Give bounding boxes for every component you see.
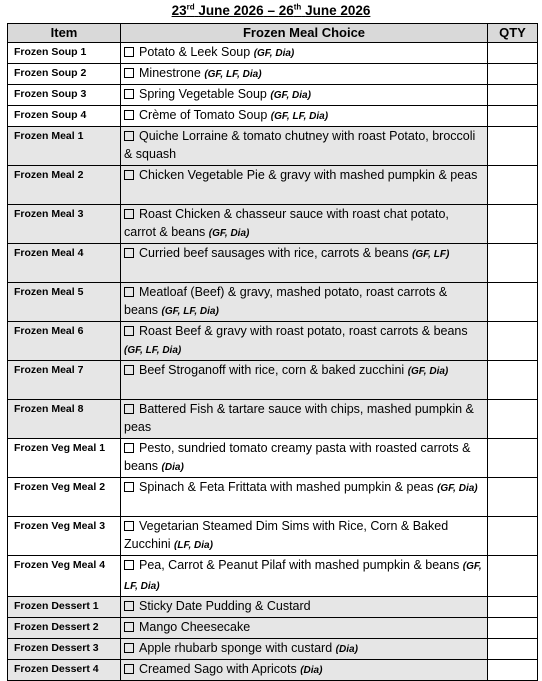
start-day-suffix: rd <box>186 2 195 12</box>
meal-cell <box>121 597 488 618</box>
qty-header: QTY <box>488 24 538 43</box>
end-day-suffix: th <box>293 2 302 12</box>
meal-name: Meatloaf (Beef) & gravy, mashed potato, roast carrots & beans <box>124 285 448 317</box>
item-label: Frozen Dessert 1 <box>8 597 121 618</box>
checkbox[interactable] <box>124 287 134 297</box>
item-label: Frozen Meal 4 <box>8 244 121 283</box>
meal-name: Mango Cheesecake <box>139 620 251 634</box>
table-row <box>8 660 538 681</box>
table-row <box>8 106 538 127</box>
meal-cell <box>121 244 488 283</box>
dietary-notes: (GF, LF, Dia) <box>124 561 482 592</box>
checkbox[interactable] <box>124 89 134 99</box>
item-label: Frozen Meal 6 <box>8 322 121 361</box>
meal-name: Beef Stroganoff with rice, corn & baked zucchini <box>139 363 405 377</box>
meal-name: Roast Chicken & chasseur sauce with roast chat potato, carrot & beans <box>124 207 449 239</box>
table-row <box>8 244 538 283</box>
meal-cell <box>121 478 488 517</box>
meal-cell <box>121 556 488 597</box>
checkbox[interactable] <box>124 131 134 141</box>
table-row <box>8 166 538 205</box>
qty-cell[interactable] <box>488 166 538 205</box>
meal-cell <box>121 618 488 639</box>
qty-cell[interactable] <box>488 205 538 244</box>
meal-cell <box>121 85 488 106</box>
meal-cell <box>121 283 488 322</box>
item-label: Frozen Veg Meal 3 <box>8 517 121 556</box>
dietary-notes: (Dia) <box>300 665 323 676</box>
qty-cell[interactable] <box>488 283 538 322</box>
checkbox[interactable] <box>124 110 134 120</box>
dietary-notes: (Dia) <box>161 462 184 473</box>
dietary-notes: (GF, LF, Dia) <box>161 306 219 317</box>
qty-cell[interactable] <box>488 64 538 85</box>
item-label: Frozen Dessert 3 <box>8 639 121 660</box>
qty-cell[interactable] <box>488 127 538 166</box>
dietary-notes: (GF, LF, Dia) <box>204 69 262 80</box>
meal-cell <box>121 43 488 64</box>
item-label: Frozen Dessert 4 <box>8 660 121 681</box>
item-label: Frozen Meal 2 <box>8 166 121 205</box>
qty-cell[interactable] <box>488 556 538 597</box>
checkbox[interactable] <box>124 664 134 674</box>
date-separator: – <box>267 3 275 18</box>
checkbox[interactable] <box>124 209 134 219</box>
checkbox[interactable] <box>124 248 134 258</box>
table-row <box>8 64 538 85</box>
qty-cell[interactable] <box>488 244 538 283</box>
dietary-notes: (Dia) <box>335 644 358 655</box>
meal-cell <box>121 64 488 85</box>
table-row <box>8 322 538 361</box>
table-row <box>8 283 538 322</box>
start-day: 23 <box>171 3 187 18</box>
item-label: Frozen Soup 2 <box>8 64 121 85</box>
meal-cell <box>121 400 488 439</box>
item-label: Frozen Meal 8 <box>8 400 121 439</box>
meal-name: Sticky Date Pudding & Custard <box>139 599 311 613</box>
meal-cell <box>121 439 488 478</box>
dietary-notes: (GF, LF) <box>412 249 450 260</box>
dietary-notes: (GF, LF, Dia) <box>270 111 329 122</box>
item-label: Frozen Meal 7 <box>8 361 121 400</box>
item-label: Frozen Meal 5 <box>8 283 121 322</box>
meal-name: Apple rhubarb sponge with custard <box>139 641 333 655</box>
meal-name: Creamed Sago with Apricots <box>139 662 297 676</box>
item-header: Item <box>8 24 121 43</box>
meal-name: Spring Vegetable Soup <box>139 87 267 101</box>
item-label: Frozen Meal 3 <box>8 205 121 244</box>
meal-order-table <box>7 23 538 681</box>
table-row <box>8 400 538 439</box>
table-row <box>8 127 538 166</box>
table-row <box>8 361 538 400</box>
meal-cell <box>121 166 488 205</box>
qty-cell[interactable] <box>488 361 538 400</box>
qty-cell[interactable] <box>488 517 538 556</box>
dietary-notes: (GF, LF, Dia) <box>124 345 182 356</box>
dietary-notes: (LF, Dia) <box>174 540 213 551</box>
checkbox[interactable] <box>124 560 134 570</box>
checkbox[interactable] <box>124 326 134 336</box>
table-row <box>8 478 538 517</box>
qty-cell[interactable] <box>488 478 538 517</box>
checkbox[interactable] <box>124 47 134 57</box>
checkbox[interactable] <box>124 643 134 653</box>
dietary-notes: (GF, Dia) <box>208 228 250 239</box>
item-label: Frozen Veg Meal 4 <box>8 556 121 597</box>
checkbox[interactable] <box>124 521 134 531</box>
meal-name: Pea, Carrot & Peanut Pilaf with mashed pumpkin & beans <box>139 558 460 572</box>
meal-name: Battered Fish & tartare sauce with chips, mashed pumpkin & peas <box>124 402 474 434</box>
meal-cell <box>121 361 488 400</box>
meal-cell <box>121 660 488 681</box>
qty-cell[interactable] <box>488 85 538 106</box>
checkbox[interactable] <box>124 404 134 414</box>
dietary-notes: (GF, Dia) <box>437 483 478 494</box>
checkbox[interactable] <box>124 170 134 180</box>
checkbox[interactable] <box>124 68 134 78</box>
meal-name: Chicken Vegetable Pie & gravy with mashed pumpkin & peas <box>139 168 478 182</box>
meal-cell <box>121 205 488 244</box>
table-row <box>8 43 538 64</box>
table-row <box>8 85 538 106</box>
item-label: Frozen Soup 3 <box>8 85 121 106</box>
table-row <box>8 639 538 660</box>
qty-cell[interactable] <box>488 639 538 660</box>
checkbox[interactable] <box>124 443 134 453</box>
meal-name: Potato & Leek Soup <box>139 45 251 59</box>
table-row <box>8 618 538 639</box>
meal-name: Vegetarian Steamed Dim Sims with Rice, Corn & Baked Zucchini <box>124 519 449 551</box>
checkbox[interactable] <box>124 482 134 492</box>
qty-cell[interactable] <box>488 106 538 127</box>
meal-cell <box>121 517 488 556</box>
dietary-notes: (GF, Dia) <box>270 90 311 101</box>
qty-cell[interactable] <box>488 660 538 681</box>
qty-cell[interactable] <box>488 597 538 618</box>
item-label: Frozen Meal 1 <box>8 127 121 166</box>
table-row <box>8 556 538 597</box>
table-row <box>8 517 538 556</box>
table-row <box>8 205 538 244</box>
dietary-notes: (GF, Dia) <box>253 48 295 59</box>
qty-cell[interactable] <box>488 439 538 478</box>
item-label: Frozen Dessert 2 <box>8 618 121 639</box>
meal-name: Crème of Tomato Soup <box>139 108 268 122</box>
meal-cell <box>121 106 488 127</box>
table-row <box>8 439 538 478</box>
qty-cell[interactable] <box>488 43 538 64</box>
dietary-notes: (GF, Dia) <box>407 366 449 377</box>
item-label: Frozen Soup 1 <box>8 43 121 64</box>
end-day: 26 <box>278 3 294 18</box>
qty-cell[interactable] <box>488 400 538 439</box>
meal-name: Minestrone <box>139 66 201 80</box>
qty-cell[interactable] <box>488 322 538 361</box>
meal-cell <box>121 322 488 361</box>
item-label: Frozen Veg Meal 2 <box>8 478 121 517</box>
item-label: Frozen Veg Meal 1 <box>8 439 121 478</box>
table-row <box>8 597 538 618</box>
checkbox[interactable] <box>124 365 134 375</box>
meal-cell <box>121 639 488 660</box>
meal-name: Pesto, sundried tomato creamy pasta with roasted carrots & beans <box>124 441 471 473</box>
end-month-year: June 2026 <box>305 3 371 18</box>
meal-name: Spinach & Feta Frittata with mashed pumpkin & peas <box>139 480 434 494</box>
meal-cell <box>121 127 488 166</box>
date-range-title <box>0 3 542 19</box>
item-label: Frozen Soup 4 <box>8 106 121 127</box>
meal-name: Quiche Lorraine & tomato chutney with roast Potato, broccoli & squash <box>124 129 476 161</box>
meal-name: Roast Beef & gravy with roast potato, roast carrots & beans <box>139 324 468 338</box>
qty-cell[interactable] <box>488 618 538 639</box>
meal-choice-header: Frozen Meal Choice <box>121 24 488 43</box>
checkbox[interactable] <box>124 601 134 611</box>
meal-name: Curried beef sausages with rice, carrots & beans <box>139 246 409 260</box>
start-month-year: June 2026 <box>198 3 264 18</box>
